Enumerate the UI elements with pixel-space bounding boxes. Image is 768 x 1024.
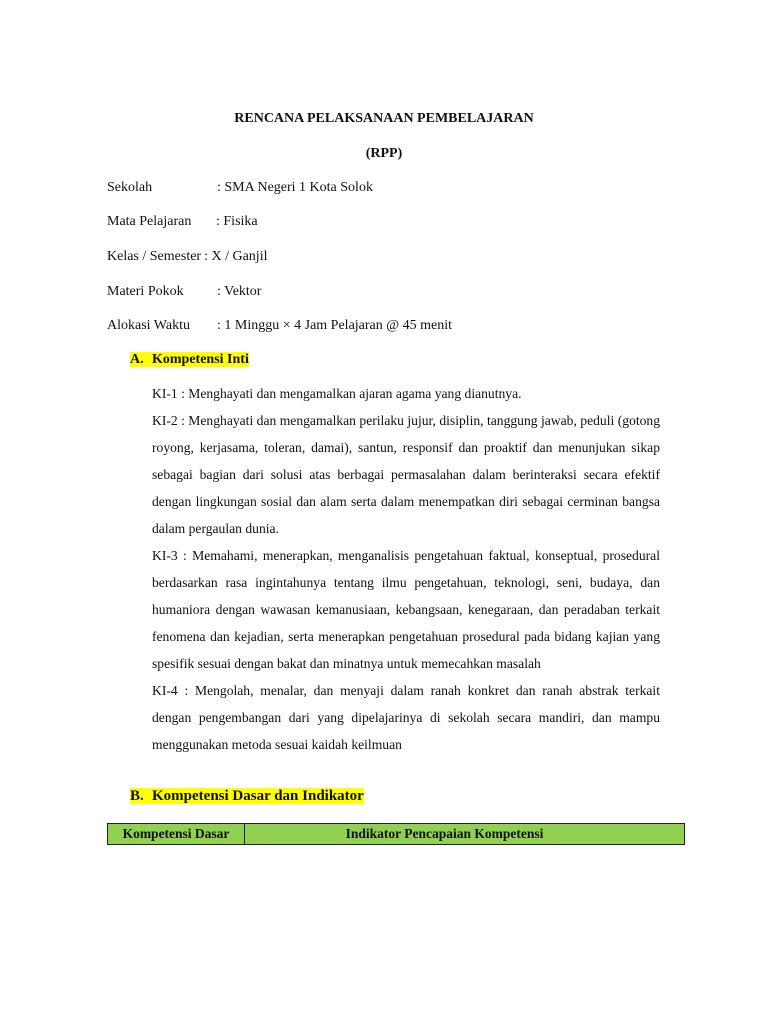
info-row-alokasi-waktu [107,318,452,334]
section-letter: A. [130,352,144,367]
info-value: : SMA Negeri 1 Kota Solok [217,180,373,195]
section-letter: B. [130,788,144,804]
ki-item: KI-3 : Memahami, menerapkan, menganalisis pengetahuan faktual, konseptual, prosedural berdasarkan rasa ingintahunya tentang ilmu pengetahuan, teknologi, seni, budaya, dan humaniora dengan wawasan kemanusiaan, kebangsaan, kenegaraan, dan peradaban terkait fenomena dan kejadian, serta menerapkan pengetahuan prosedural pada bidang kajian yang spesifik sesuai dengan bakat dan minatnya untuk memecahkan masalah [152,548,660,671]
ki-item: KI-1 : Menghayati dan mengamalkan ajaran agama yang dianutnya. [152,386,522,401]
info-row-mata-pelajaran [107,214,258,230]
info-row-kelas-semester [107,249,267,265]
info-row-materi-pokok [107,284,261,300]
ki-item: KI-4 : Mengolah, menalar, dan menyaji dalam ranah konkret dan ranah abstrak terkait dengan pengembangan dari yang dipelajarinya di sekolah secara mandiri, dan mampu menggunakan metoda sesuai kaidah keilmuan [152,683,660,752]
info-row-sekolah [107,180,373,196]
section-a-heading [130,352,249,368]
info-label: Sekolah [107,180,153,195]
section-title: Kompetensi Dasar dan Indikator [152,788,364,804]
table-header-indikator: Indikator Pencapaian Kompetensi [345,826,544,841]
info-value: : 1 Minggu × 4 Jam Pelajaran @ 45 menit [217,318,453,333]
kompetensi-dasar-table-header [107,823,685,845]
info-value: : X / Ganjil [204,249,268,264]
kompetensi-inti-list [152,380,660,758]
document-title: RENCANA PELAKSANAAN PEMBELAJARAN [234,111,534,126]
section-b-heading [130,788,364,805]
section-title: Kompetensi Inti [152,352,249,367]
info-label: Alokasi Waktu [107,318,190,333]
table-header-kompetensi-dasar: Kompetensi Dasar [108,824,245,844]
document-subtitle: (RPP) [365,146,403,161]
info-value: : Fisika [216,214,258,229]
info-label: Materi Pokok [107,284,184,299]
ki-item: KI-2 : Menghayati dan mengamalkan perilaku jujur, disiplin, tanggung jawab, peduli (gotong royong, kerjasama, toleran, damai), santun, responsif dan proaktif dan menunjukan sikap sebagai bagian dari solusi atas berbagai permasalahan dalam berinteraksi secara efektif dengan lingkungan sosial dan alam serta dalam menempatkan diri sebagai cerminan bangsa dalam pergaulan dunia. [152,413,660,536]
info-label: Kelas / Semester [107,249,202,264]
info-value: : Vektor [217,284,262,299]
info-label: Mata Pelajaran [107,214,192,229]
